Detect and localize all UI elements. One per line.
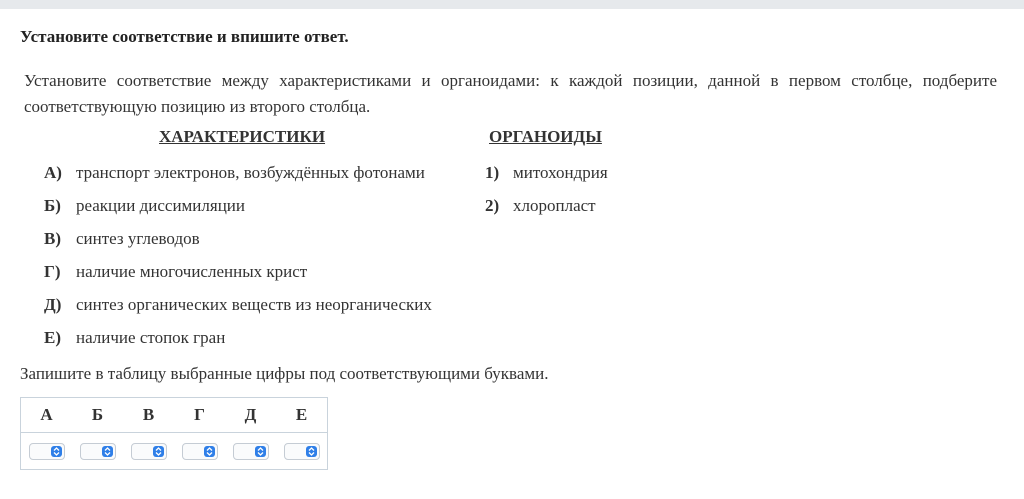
characteristic-key: Б) — [44, 196, 61, 215]
answer-column-letter: В — [123, 398, 174, 433]
answer-cell — [21, 433, 73, 470]
answer-select-g[interactable] — [182, 443, 218, 460]
top-bar — [0, 0, 1024, 9]
answer-table — [20, 397, 328, 470]
select-stepper-icon — [306, 446, 317, 457]
select-stepper-icon — [204, 446, 215, 457]
select-stepper-icon — [255, 446, 266, 457]
answer-cell — [276, 433, 328, 470]
answer-column-letter: Д — [225, 398, 276, 433]
answer-cell — [225, 433, 276, 470]
characteristic-key: В) — [44, 229, 61, 248]
answer-select-a[interactable] — [29, 443, 65, 460]
answer-select-e[interactable] — [284, 443, 320, 460]
characteristic-text: транспорт электронов, возбуждённых фотонами — [76, 163, 425, 182]
characteristic-text: синтез углеводов — [76, 229, 200, 248]
organoids-header: ОРГАНОИДЫ — [489, 127, 602, 146]
answer-column-letter: Г — [174, 398, 225, 433]
answer-cell — [174, 433, 225, 470]
answer-select-b[interactable] — [80, 443, 116, 460]
characteristic-key: Г) — [44, 262, 61, 281]
answer-select-d[interactable] — [233, 443, 269, 460]
characteristic-text: реакции диссимиляции — [76, 196, 245, 215]
organoid-key: 2) — [485, 196, 500, 215]
answer-cell — [72, 433, 123, 470]
answer-column-letter: А — [21, 398, 73, 433]
instruction-heading: Установите соответствие и впишите ответ. — [20, 27, 349, 46]
select-stepper-icon — [51, 446, 62, 457]
characteristic-key: А) — [44, 163, 62, 182]
organoid-key: 1) — [485, 163, 500, 182]
organoid-text: хлоропласт — [513, 196, 596, 215]
characteristic-key: Д) — [44, 295, 62, 314]
select-stepper-icon — [153, 446, 164, 457]
select-stepper-icon — [102, 446, 113, 457]
answer-column-letter: Б — [72, 398, 123, 433]
answer-select-v[interactable] — [131, 443, 167, 460]
answer-column-letter: Е — [276, 398, 328, 433]
characteristic-text: синтез органических веществ из неорганических — [76, 295, 432, 314]
characteristic-key: Е) — [44, 328, 61, 347]
organoid-text: митохондрия — [513, 163, 608, 182]
task-text: Установите соответствие между характеристиками и органоидами: к каждой позиции, данной в первом столбце, подберите соответствующую позицию из второго столбца. — [24, 71, 997, 116]
characteristic-text: наличие стопок гран — [76, 328, 226, 347]
characteristic-text: наличие многочисленных крист — [76, 262, 308, 281]
characteristics-header: ХАРАКТЕРИСТИКИ — [159, 127, 326, 146]
write-instruction: Запишите в таблицу выбранные цифры под соответствующими буквами. — [20, 364, 549, 383]
answer-cell — [123, 433, 174, 470]
